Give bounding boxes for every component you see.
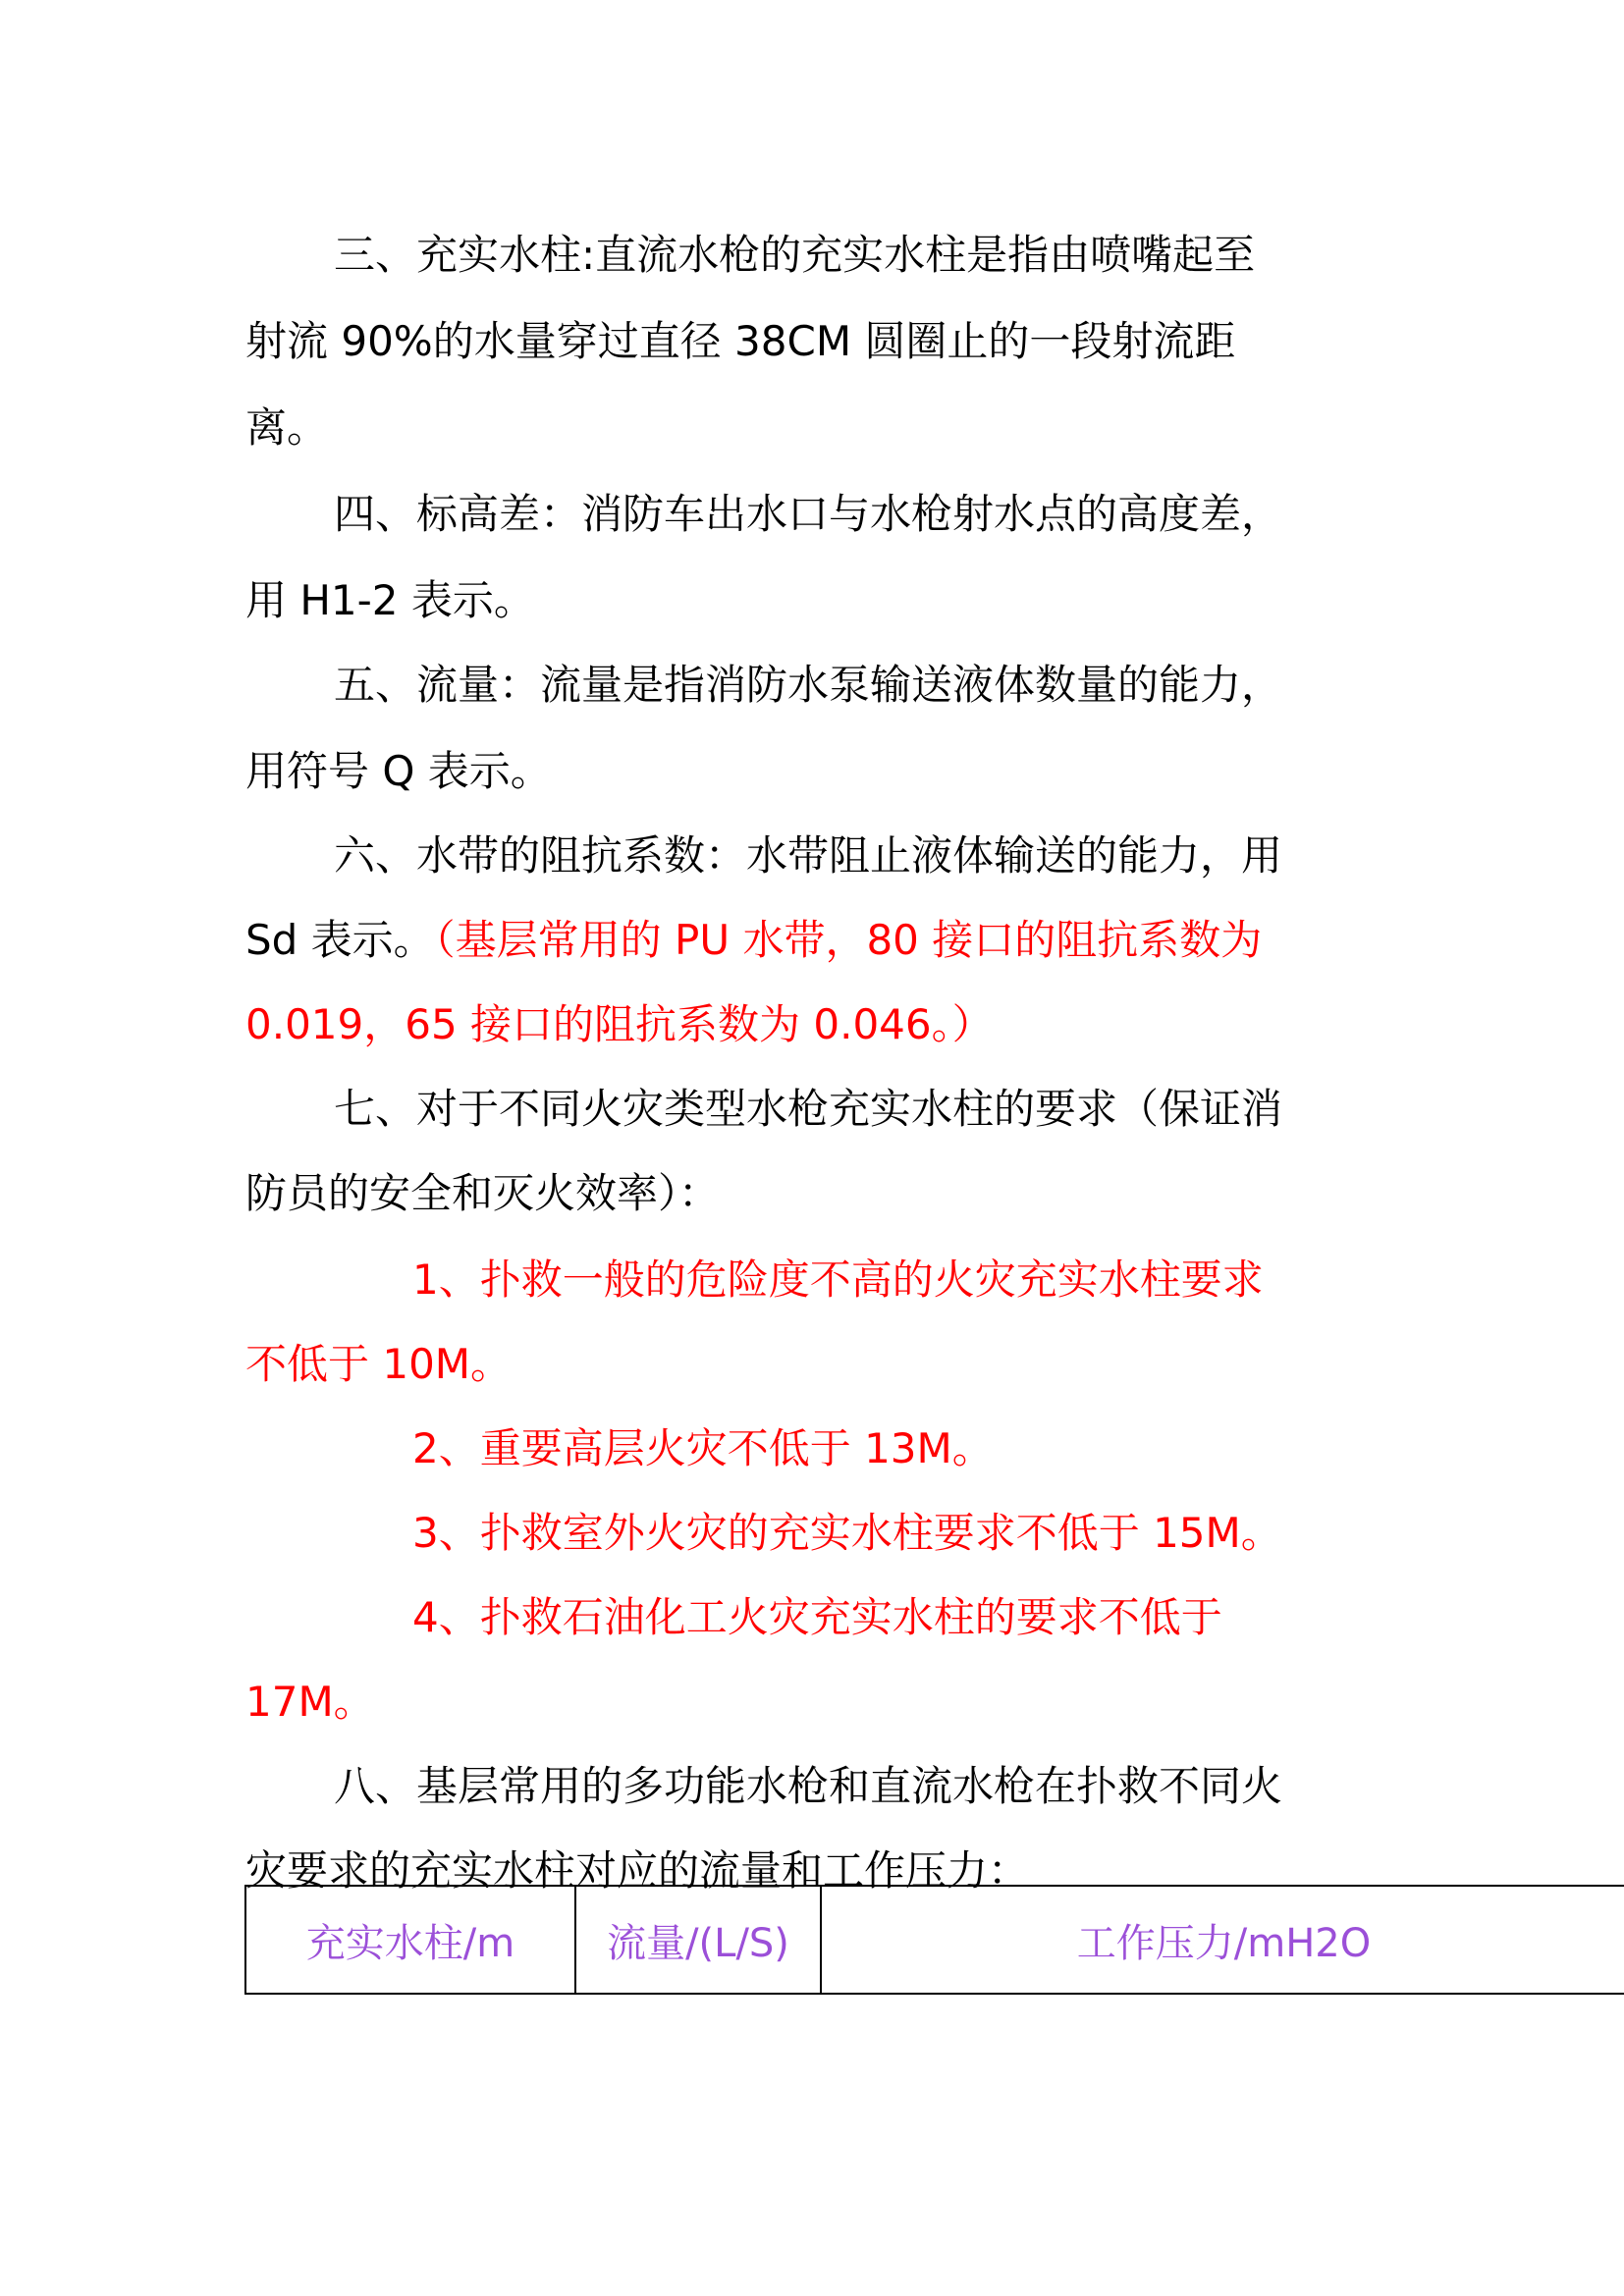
list-item-3: 3、扑救室外火灾的充实水柱要求不低于 15M。 — [412, 1509, 1282, 1557]
table-header-column-pressure: 工作压力/mH2O — [1076, 1920, 1372, 1966]
table-header-column-water-column: 充实水柱/m — [246, 1887, 576, 1993]
para-7-line-1: 七、对于不同火灾类型水枪充实水柱的要求（保证消 — [334, 1085, 1283, 1133]
para-8-line-2: 灾要求的充实水柱对应的流量和工作压力： — [245, 1846, 1030, 1895]
list-item-1-line-2: 不低于 10M。 — [245, 1340, 513, 1388]
list-item-4-line-2: 17M。 — [245, 1678, 375, 1726]
para-7-line-2: 防员的安全和灭火效率）： — [245, 1169, 721, 1217]
list-item-2: 2、重要高层火灾不低于 13M。 — [412, 1424, 994, 1472]
table-header-column-flow: 流量/(L/S) — [576, 1887, 822, 1993]
para-4-line-1: 四、标高差：消防车出水口与水枪射水点的高度差， — [334, 490, 1283, 538]
para-6-line-2 — [245, 915, 1262, 966]
para-6-line-2-note: （基层常用的 PU 水带，80 接口的阻抗系数为 — [434, 916, 1263, 964]
para-8-line-1: 八、基层常用的多功能水枪和直流水枪在扑救不同火 — [334, 1762, 1283, 1810]
list-item-4-line-1: 4、扑救石油化工火灾充实水柱的要求不低于 — [412, 1593, 1222, 1641]
list-item-1-line-1: 1、扑救一般的危险度不高的火灾充实水柱要求 — [412, 1255, 1264, 1304]
para-3-line-1: 三、充实水柱:直流水枪的充实水柱是指由喷嘴起至 — [334, 231, 1256, 279]
para-6-line-1: 六、水带的阻抗系数：水带阻止液体输送的能力，用 — [334, 831, 1283, 880]
para-6-line-2-text: Sd 表示。 — [245, 916, 435, 964]
para-6-line-3-note: 0.019，65 接口的阻抗系数为 0.046。） — [245, 1000, 994, 1048]
para-5-line-2: 用符号 Q 表示。 — [245, 747, 552, 795]
para-5-line-1: 五、流量：流量是指消防水泵输送液体数量的能力， — [334, 661, 1283, 709]
para-3-line-2: 射流 90%的水量穿过直径 38CM 圆圈止的一段射流距 — [245, 317, 1236, 365]
flow-pressure-table — [244, 1885, 1624, 1995]
para-3-line-3: 离。 — [245, 403, 329, 452]
para-4-line-2: 用 H1-2 表示。 — [245, 576, 535, 624]
